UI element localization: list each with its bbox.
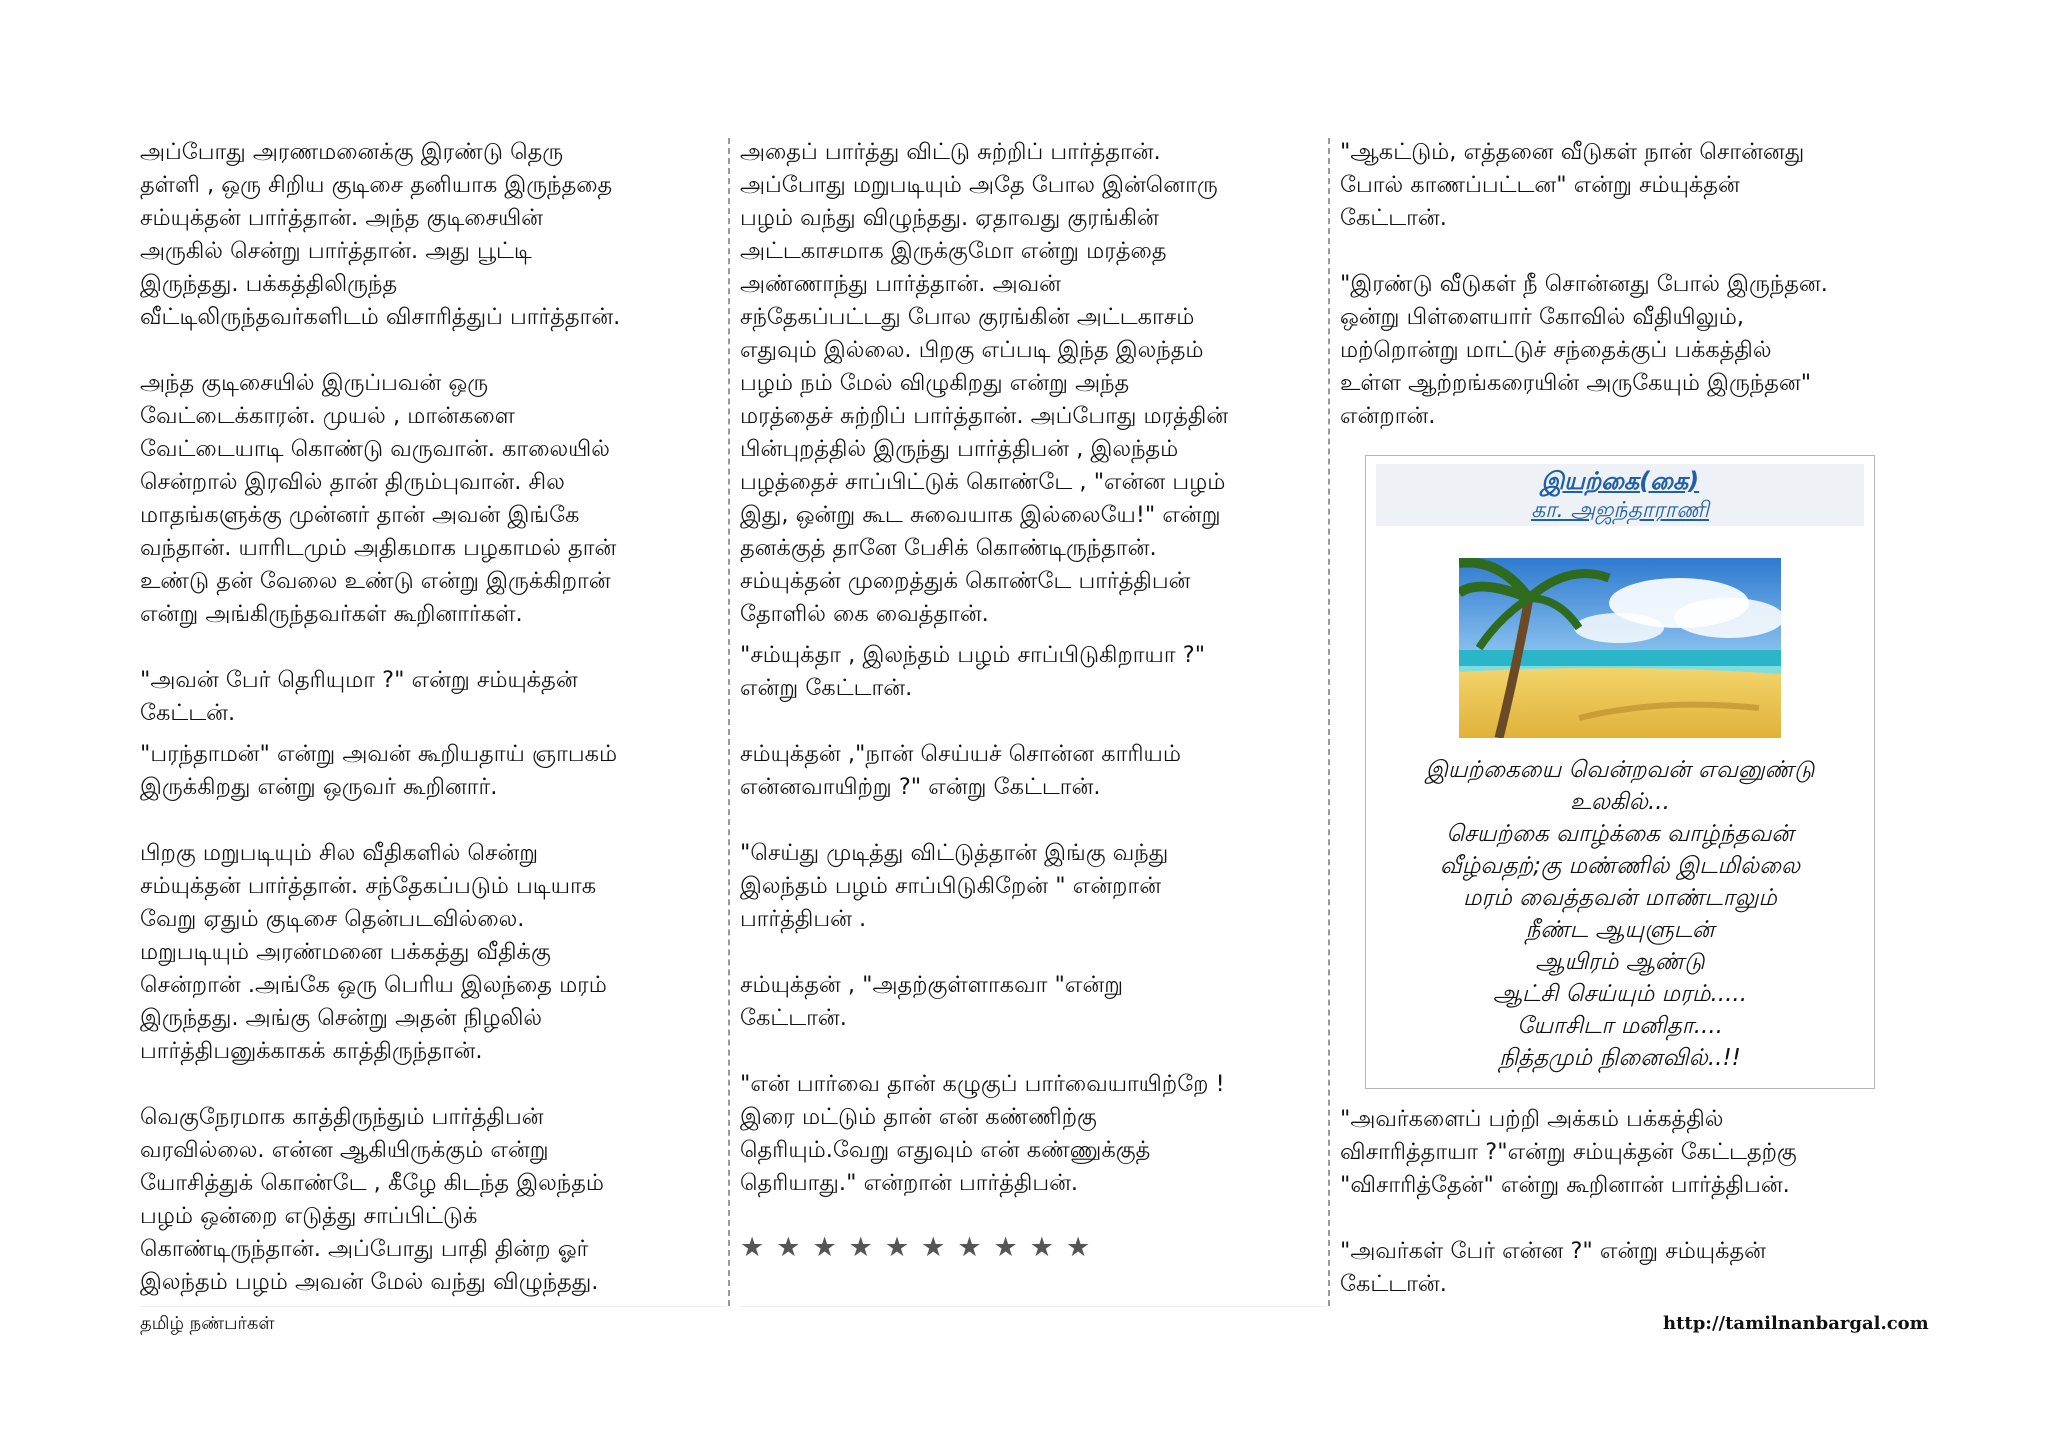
poem-box: [1365, 455, 1875, 1089]
col1-paragraph: பிறகு மறுபடியும் சில வீதிகளில் சென்று சம்யுக்தன் பார்த்தான். சந்தேகப்படும் படியாக வேறு ஏதும் குடிசை தென்படவில்லை. மறுபடியும் அரண்மனை பக்கத்து வீதிக்கு சென்றான் .அங்கே ஒரு பெரிய இலந்தை மரம் இருந்தது. அங்கு சென்று அதன் நிழலில் பார்த்திபனுக்காகக் காத்திருந்தான்.: [140, 840, 607, 1064]
column-divider: [1328, 138, 1330, 1306]
footer-site-name: தமிழ் நண்பர்கள்: [140, 1313, 275, 1334]
col2-paragraph: சம்யுக்தன் , "அதற்குள்ளாகவா "என்று கேட்டான்.: [740, 972, 1124, 1031]
column-2: [740, 136, 1330, 1263]
star-icon: ★: [921, 1232, 946, 1263]
col2-paragraph: "செய்து முடித்து விட்டுத்தான் இங்கு வந்து இலந்தம் பழம் சாப்பிடுகிறேன் " என்றான் பார்த்திபன் .: [740, 840, 1169, 932]
star-icon: ★: [812, 1232, 837, 1263]
col2-paragraph: அதைப் பார்த்து விட்டு சுற்றிப் பார்த்தான். அப்போது மறுபடியும் அதே போல இன்னொரு பழம் வந்து விழுந்தது. ஏதாவது குரங்கின் அட்டகாசமாக இருக்குமோ என்று மரத்தை அண்ணாந்து பார்த்தான். அவன் சந்தேகப்பட்டது போல குரங்கின் அட்டகாசம் எதுவும் இல்லை. பிறகு எப்படி இந்த இலந்தம் பழம் நம் மேல் விழுகிறது என்று அந்த மரத்தைச் சுற்றிப் பார்த்தான். அப்போது மரத்தின் பின்புறத்தில் இருந்து பார்த்திபன் , இலந்தம் பழத்தைச் சாப்பிட்டுக் கொண்டே , "என்ன பழம் இது, ஒன்று கூட சுவையாக இல்லையே!" என்று தனக்குத் தானே பேசிக் கொண்டிருந்தான். சம்யுக்தன் முறைத்துக் கொண்டே பார்த்திபன் தோளில் கை வைத்தான்.: [740, 139, 1229, 627]
star-icon: ★: [957, 1232, 982, 1263]
col3-paragraph: "அவர்களைப் பற்றி அக்கம் பக்கத்தில் விசாரித்தாயா ?"என்று சம்யுக்தன் கேட்டதற்கு "விசாரித்தேன்" என்று கூறினான் பார்த்திபன்.: [1340, 1106, 1797, 1198]
star-icon: ★: [848, 1232, 873, 1263]
star-icon: ★: [884, 1232, 910, 1263]
column-divider: [728, 138, 730, 1306]
col1-paragraph: அப்போது அரணமனைக்கு இரண்டு தெரு தள்ளி , ஒரு சிறிய குடிசை தனியாக இருந்ததை சம்யுக்தன் பார்த்தான். அந்த குடிசையின் அருகில் சென்று பார்த்தான். அது பூட்டி இருந்தது. பக்கத்திலிருந்த வீட்டிலிருந்தவர்களிடம் விசாரித்துப் பார்த்தான்.: [140, 139, 621, 330]
star-icon: ★: [1029, 1232, 1054, 1263]
star-icon: ★: [1065, 1232, 1091, 1263]
col3-paragraph: "ஆகட்டும், எத்தனை வீடுகள் நான் சொன்னது போல் காணப்பட்டன" என்று சம்யுக்தன் கேட்டான்.: [1340, 139, 1805, 231]
col1-paragraph: அந்த குடிசையில் இருப்பவன் ஒரு வேட்டைக்காரன். முயல் , மான்களை வேட்டையாடி கொண்டு வருவான். காலையில் சென்றால் இரவில் தான் திரும்புவான். சில மாதங்களுக்கு முன்னர் தான் அவன் இங்கே வந்தான். யாரிடமும் அதிகமாக பழகாமல் தான் உண்டு தன் வேலை உண்டு என்று இருக்கிறான் என்று அங்கிருந்தவர்கள் கூறினார்கள்.: [140, 370, 617, 627]
col2-paragraph: "சம்யுக்தா , இலந்தம் பழம் சாப்பிடுகிறாயா ?" என்று கேட்டான்.: [740, 642, 1206, 701]
footer-rule: [740, 1306, 1325, 1307]
poem-author-link[interactable]: கா. அஜந்தாராணி: [1531, 498, 1709, 523]
poem-header: [1376, 464, 1864, 526]
col3-paragraph: "அவர்கள் பேர் என்ன ?" என்று சம்யுக்தன் கேட்டான்.: [1340, 1238, 1766, 1297]
star-icon: ★: [776, 1232, 801, 1263]
col1-paragraph: வெகுநேரமாக காத்திருந்தும் பார்த்திபன் வரவில்லை. என்ன ஆகியிருக்கும் என்று யோசித்துக் கொண்டே , கீழே கிடந்த இலந்தம் பழம் ஒன்றை எடுத்து சாப்பிட்டுக் கொண்டிருந்தான். அப்போது பாதி தின்ற ஓர் இலந்தம் பழம் அவன் மேல் வந்து விழுந்தது.: [140, 1104, 604, 1295]
star-icon: ★: [740, 1232, 765, 1263]
section-break-stars: [740, 1233, 1330, 1263]
star-icon: ★: [993, 1232, 1018, 1263]
column-3: [1340, 136, 1920, 1334]
col1-paragraph: "பரந்தாமன்" என்று அவன் கூறியதாய் ஞாபகம் இருக்கிறது என்று ஒருவர் கூறினார்.: [140, 741, 618, 800]
col1-paragraph: "அவன் பேர் தெரியுமா ?" என்று சம்யுக்தன் கேட்டன்.: [140, 667, 578, 726]
col2-paragraph: "என் பார்வை தான் கழுகுப் பார்வையாயிற்றே ! இரை மட்டும் தான் என் கண்ணிற்கு தெரியும்.வேறு எதுவும் என் கண்ணுக்குத் தெரியாது." என்றான் பார்த்திபன்.: [740, 1071, 1225, 1196]
col2-paragraph: சம்யுக்தன் ,"நான் செய்யச் சொன்ன காரியம் என்னவாயிற்று ?" என்று கேட்டான்.: [740, 741, 1181, 800]
poem-body: இயற்கையை வென்றவன் எவனுண்டு உலகில்... செயற்கை வாழ்க்கை வாழ்ந்தவன் வீழ்வதற்;கு மண்ணில் இடமில்லை மரம் வைத்தவன் மாண்டாலும் நீண்ட ஆயுளுடன் ஆயிரம் ஆண்டு ஆட்சி செய்யும் மரம்..... யோசிடா மனிதா.... நித்தமும் நினைவில்..!!: [1425, 757, 1815, 1071]
col3-paragraph: "இரண்டு வீடுகள் நீ சொன்னது போல் இருந்தன. ஒன்று பிள்ளையார் கோவில் வீதியிலும், மற்றொன்று மாட்டுச் சந்தைக்குப் பக்கத்தில் உள்ள ஆற்றங்கரையின் அருகேயும் இருந்தன" என்றான்.: [1340, 271, 1828, 429]
footer-url-link[interactable]: http://tamilnanbargal.com: [1663, 1313, 1929, 1334]
beach-palm-tree-image: [1459, 558, 1781, 738]
footer-rule: [140, 1306, 725, 1307]
column-1: [140, 136, 715, 1332]
poem-title-link[interactable]: இயற்கை(கை): [1540, 467, 1700, 495]
